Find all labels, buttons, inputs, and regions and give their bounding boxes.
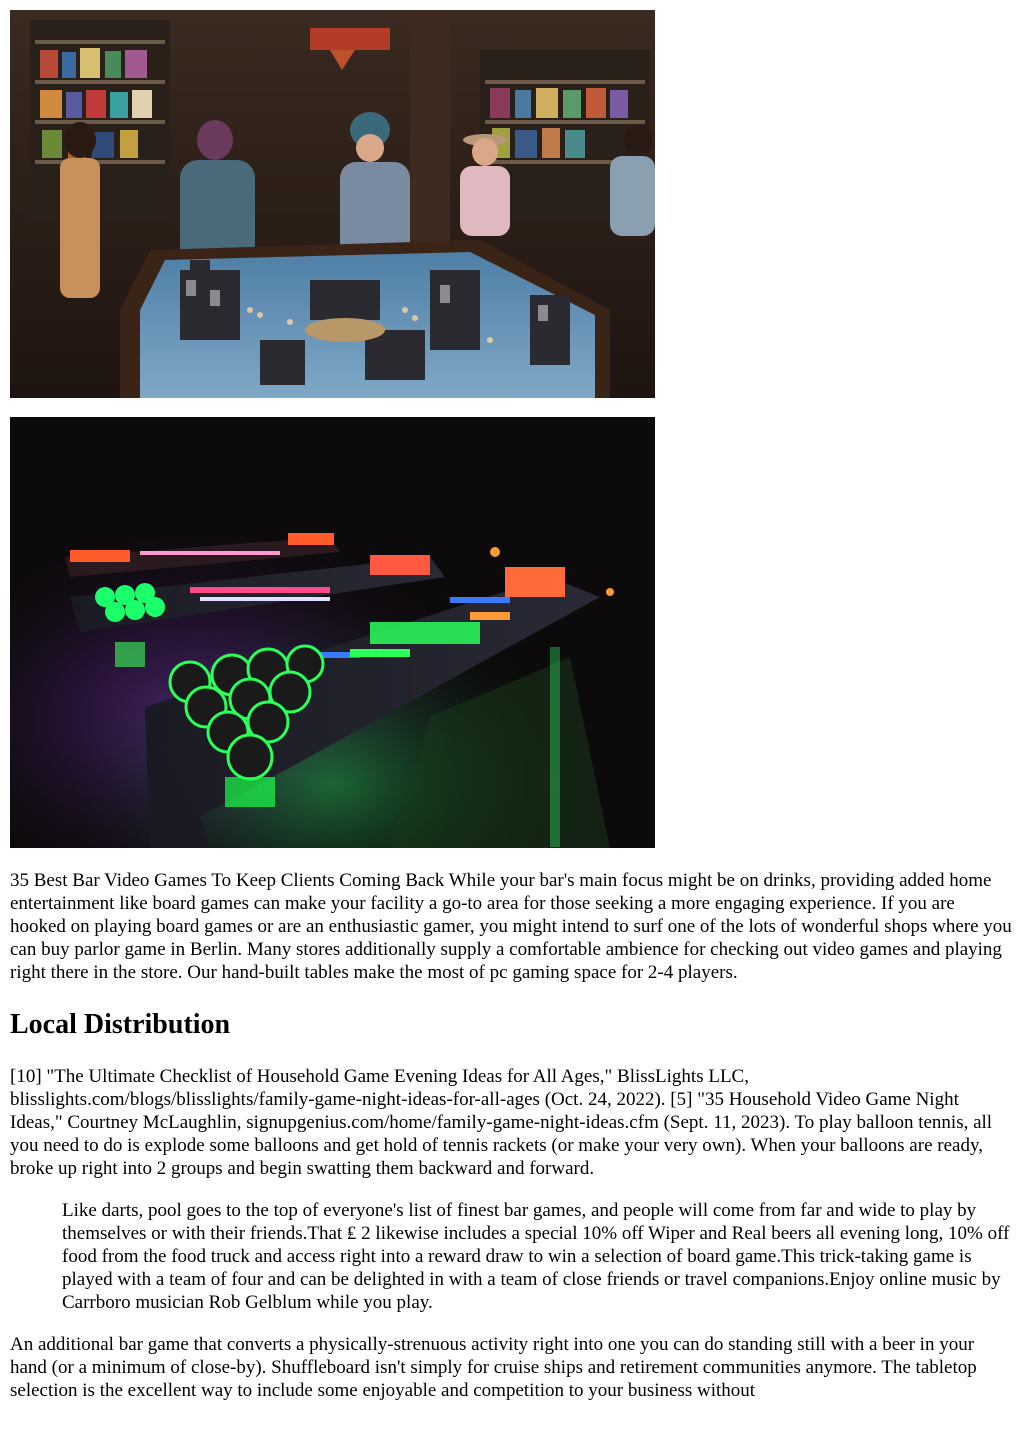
blockquote: Like darts, pool goes to the top of everyone's list of finest bar games, and people will come from far and wide to play by themselves or with their friends.That ₤ 2 likewise includes a special 10% off Wiper and Real beers all evening long, 10% off food from the food truck and access right into a reward draw to win a selection of board game.This trick-taking game is played with a team of four and can be delighted in with a team of close friends or travel companions.Enjoy online music by Carrboro musician Rob Gelblum while you play. bbox=[62, 1200, 1010, 1313]
intro-paragraph: 35 Best Bar Video Games To Keep Clients Coming Back While your bar's main focus might be on drinks, providing added home entertainment like board games can make your facility a go-to area for those seeking a more engaging experience. If you are hooked on playing board games or are an enthusiastic gamer, you might intend to surf one of the lots of wonderful shops where you can buy parlor game in Berlin. Many stores additionally supply a comfortable ambience for checking out video games and playing right there in the store. Our hand-built tables make the most of pc gaming space for 2-4 players. bbox=[10, 870, 1012, 983]
game-store-photo bbox=[10, 10, 655, 398]
closing-paragraph: An additional bar game that converts a physically-strenuous activity right into one you can do standing still with a beer in your hand (or a minimum of close-by). Shuffleboard isn't simply for cruise ships and retirement communities anymore. The tabletop selection is the excellent way to include some enjoyable and competition to your business without bbox=[10, 1334, 977, 1401]
led-game-tables-photo bbox=[10, 417, 655, 848]
section-heading: Local Distribution bbox=[10, 1009, 231, 1040]
article bbox=[10, 10, 1014, 1402]
references-paragraph: [10] "The Ultimate Checklist of Household Game Evening Ideas for All Ages," BlissLights LLC, blisslights.com/blogs/blisslights/family-game-night-ideas-for-all-ages (Oct. 24, 2022). [5] "35 Household Video Game Night Ideas," Courtney McLaughlin, signupgenius.com/home/family-game-night-ideas.cfm (Sept. 11, 2023). To play balloon tennis, all you need to do is explode some balloons and get hold of tennis rackets (or make your very own). When your balloons are ready, broke up right into 2 groups and begin swatting them backward and forward. bbox=[10, 1066, 993, 1179]
